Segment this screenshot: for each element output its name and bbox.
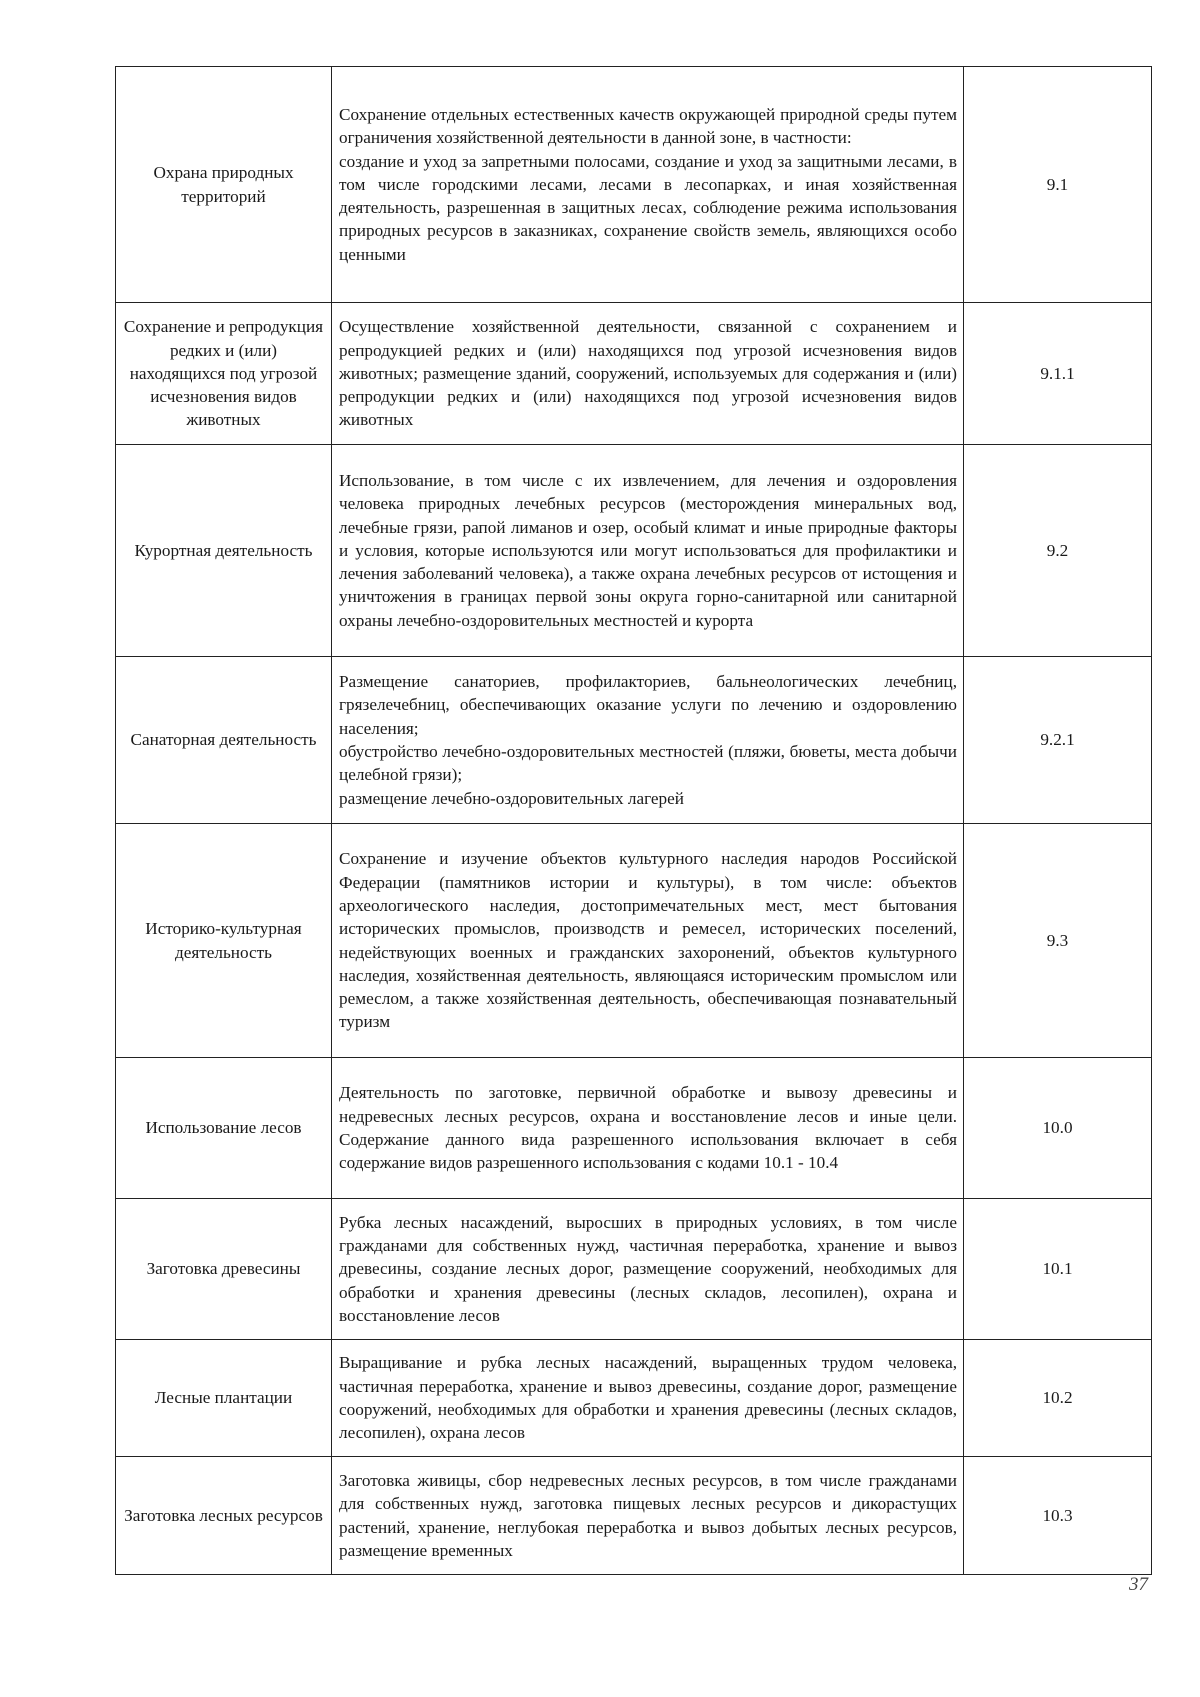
land-use-description bbox=[332, 1340, 964, 1457]
land-use-table bbox=[115, 66, 1152, 1575]
description-paragraph: Использование, в том числе с их извлечением, для лечения и оздоровления человека природных лечебных ресурсов (месторождения минеральных вод, лечебные грязи, рапой лиманов и озер, особый климат и иные природные факторы и условия, которые используются или могут использоваться для профилактики и лечения заболеваний человека), а также охрана лечебных ресурсов от истощения и уничтожения в границах первой зоны округа горно-санитарной или санитарной охраны лечебно-оздоровительных местностей и курорта bbox=[339, 470, 957, 630]
description-paragraph: Рубка лесных насаждений, выросших в природных условиях, в том числе гражданами для собственных нужд, частичная переработка, хранение и вывоз древесины, создание лесных дорог, размещение сооружений, необходимых для обработки и хранения древесины (лесных складов, лесопилен), охрана и восстановление лесов bbox=[339, 1212, 957, 1325]
land-use-name: Сохранение и репродукция редких и (или) находящихся под угрозой исчезновения видов животных bbox=[116, 303, 332, 445]
table-row bbox=[116, 1340, 1152, 1457]
document-sheet bbox=[115, 66, 1151, 1575]
land-use-description bbox=[332, 1199, 964, 1340]
description-paragraph: Деятельность по заготовке, первичной обработке и вывозу древесины и недревесных лесных ресурсов, охрана и восстановление лесов и иные цели. Содержание данного вида разрешенного использования включает в себя содержание видов разрешенного использования с кодами 10.1 - 10.4 bbox=[339, 1083, 957, 1173]
land-use-code: 9.1.1 bbox=[964, 303, 1152, 445]
land-use-name: Заготовка древесины bbox=[116, 1199, 332, 1340]
description-paragraph: Размещение санаториев, профилакториев, бальнеологических лечебниц, грязелечебниц, обеспечивающих оказание услуги по лечению и оздоровлению населения; bbox=[339, 672, 957, 738]
land-use-code: 10.1 bbox=[964, 1199, 1152, 1340]
description-paragraph: Сохранение и изучение объектов культурного наследия народов Российской Федерации (памятников истории и культуры), в том числе: объектов археологического наследия, достопримечательных мест, мест бытования исторических промыслов, производств и ремесел, исторических поселений, недействующих военных и гражданских захоронений, объектов культурного наследия, хозяйственная деятельность, являющаяся историческим промыслом или ремеслом, а также хозяйственная деятельность, обеспечивающая познавательный туризм bbox=[339, 849, 957, 1032]
land-use-name: Использование лесов bbox=[116, 1058, 332, 1199]
land-use-code: 10.0 bbox=[964, 1058, 1152, 1199]
table-row bbox=[116, 303, 1152, 445]
land-use-code: 10.3 bbox=[964, 1457, 1152, 1575]
table-row bbox=[116, 1457, 1152, 1575]
land-use-description bbox=[332, 445, 964, 657]
table-row bbox=[116, 67, 1152, 303]
land-use-name: Курортная деятельность bbox=[116, 445, 332, 657]
land-use-code: 9.3 bbox=[964, 824, 1152, 1058]
land-use-name: Санаторная деятельность bbox=[116, 657, 332, 824]
land-use-name: Охрана природных территорий bbox=[116, 67, 332, 303]
land-use-description bbox=[332, 1058, 964, 1199]
description-paragraph: Заготовка живицы, сбор недревесных лесных ресурсов, в том числе гражданами для собственных нужд, заготовка пищевых лесных ресурсов и дикорастущих растений, хранение, неглубокая переработка и вывоз добытых лесных ресурсов, размещение временных bbox=[339, 1470, 957, 1560]
land-use-code: 9.1 bbox=[964, 67, 1152, 303]
land-use-code: 10.2 bbox=[964, 1340, 1152, 1457]
land-use-description bbox=[332, 657, 964, 824]
land-use-name: Лесные плантации bbox=[116, 1340, 332, 1457]
land-use-description bbox=[332, 67, 964, 303]
description-paragraph: обустройство лечебно-оздоровительных местностей (пляжи, бюветы, места добычи целебной грязи); bbox=[339, 742, 957, 785]
table-row bbox=[116, 657, 1152, 824]
land-use-description bbox=[332, 303, 964, 445]
description-paragraph: размещение лечебно-оздоровительных лагерей bbox=[339, 788, 684, 808]
description-paragraph: Осуществление хозяйственной деятельности, связанной с сохранением и репродукцией редких и (или) находящихся под угрозой исчезновения видов животных; размещение зданий, сооружений, используемых для содержания и (или) репродукции редких и (или) находящихся под угрозой исчезновения видов животных bbox=[339, 317, 957, 430]
page-number: 37 bbox=[1129, 1574, 1148, 1595]
description-paragraph: Сохранение отдельных естественных качеств окружающей природной среды путем ограничения хозяйственной деятельности в данной зоне, в частности: bbox=[339, 104, 957, 148]
land-use-code: 9.2 bbox=[964, 445, 1152, 657]
description-paragraph: Выращивание и рубка лесных насаждений, выращенных трудом человека, частичная переработка, хранение и вывоз древесины, создание дорог, размещение сооружений, необходимых для обработки и хранения древесины (лесных складов, лесопилен), охрана лесов bbox=[339, 1353, 957, 1443]
table-row bbox=[116, 824, 1152, 1058]
land-use-code: 9.2.1 bbox=[964, 657, 1152, 824]
land-use-name: Историко-культурная деятельность bbox=[116, 824, 332, 1058]
table-row bbox=[116, 1058, 1152, 1199]
land-use-name: Заготовка лесных ресурсов bbox=[116, 1457, 332, 1575]
description-paragraph: создание и уход за запретными полосами, создание и уход за защитными лесами, в том числе городскими лесами, лесами в лесопарках, и иная хозяйственная деятельность, разрешенная в защитных лесах, соблюдение режима использования природных ресурсов в заказниках, сохранение свойств земель, являющихся особо ценными bbox=[339, 151, 957, 264]
land-use-description bbox=[332, 1457, 964, 1575]
table-row bbox=[116, 1199, 1152, 1340]
table-body bbox=[116, 67, 1152, 1575]
table-row bbox=[116, 445, 1152, 657]
land-use-description bbox=[332, 824, 964, 1058]
